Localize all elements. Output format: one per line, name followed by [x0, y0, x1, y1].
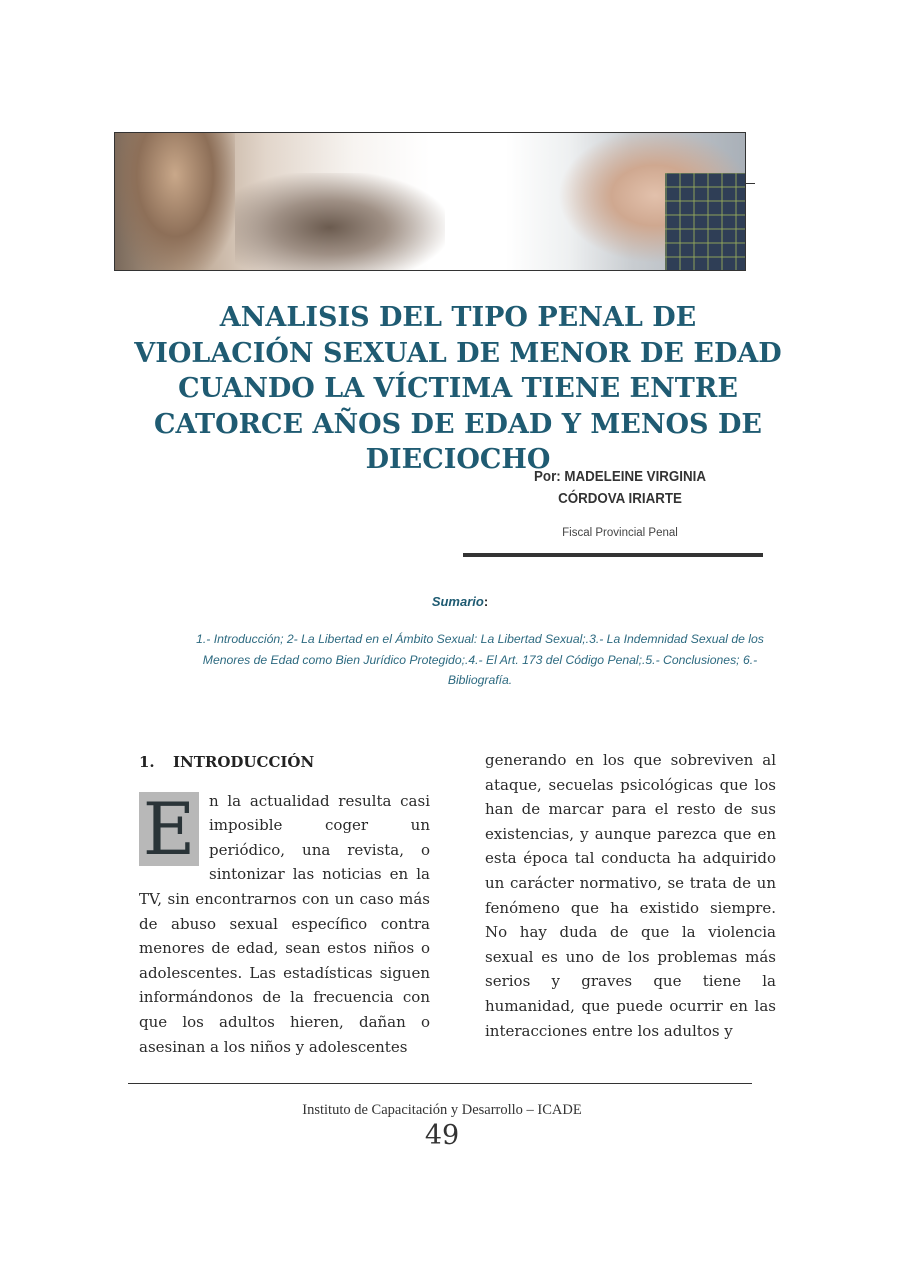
- author-line-2: CÓRDOVA IRIARTE: [558, 491, 682, 507]
- sumario-colon: :: [483, 594, 489, 609]
- author-name: [510, 466, 731, 510]
- article-title: ANALISIS DEL TIPO PENAL DE VIOLACIÓN SEXUAL DE MENOR DE EDAD CUANDO LA VÍCTIMA TIENE ENTRE CATORCE AÑOS DE EDAD Y MENOS DE DIECIOCHO: [134, 302, 782, 475]
- header-banner-image: [114, 132, 746, 271]
- banner-plaid-skirt: [665, 173, 745, 271]
- banner-tick-mark: [746, 183, 755, 184]
- banner-figure-center: [235, 173, 445, 271]
- body-column-right: [485, 748, 776, 1043]
- footer-institution: Instituto de Capacitación y Desarrollo – ICADE: [302, 1102, 582, 1118]
- section-title: INTRODUCCIÓN: [173, 753, 315, 771]
- intro-paragraph-right: generando en los que sobreviven al ataque, secuelas psicológicas que los han de marcar para el resto de sus existencias, y aunque parezca que en esta época tal conducta ha adquirido un carácter normativo, se trata de un fenómeno que ha existido siempre. No hay duda de que la violencia sexual es uno de los problemas más serios y graves que tiene la humanidad, que puede ocurrir en las interacciones entre los adultos y: [485, 751, 776, 1040]
- page-number: 49: [424, 1120, 460, 1151]
- sumario-label: Sumario: [431, 594, 484, 609]
- section-number: 1.: [139, 753, 155, 771]
- banner-figure-left: [115, 133, 235, 271]
- author-role: Fiscal Provincial Penal: [562, 527, 678, 539]
- footer-divider: [128, 1083, 752, 1084]
- sumario-heading: [380, 594, 540, 609]
- author-line-1: Por: MADELEINE VIRGINIA: [534, 469, 706, 485]
- section-heading: [139, 750, 430, 775]
- author-divider: [463, 553, 763, 557]
- dropcap-letter: E: [139, 792, 199, 866]
- sumario-text: 1.- Introducción; 2- La Libertad en el Ámbito Sexual: La Libertad Sexual;.3.- La Indemnidad Sexual de los Menores de Edad como Bien Jurídico Protegido;.4.- El Art. 173 del Código Penal;.5.- Conclusiones; 6.- Bibliografía.: [196, 632, 764, 687]
- body-column-left: [139, 750, 430, 1059]
- intro-paragraph-left: n la actualidad resulta casi imposible coger un periódico, una revista, o sintonizar las noticias en la TV, sin encontrarnos con un caso más de abuso sexual específico contra menores de edad, sean estos niños o adolescentes. Las estadísticas siguen informándonos de la frecuencia con que los adultos hieren, dañan o asesinan a los niños y adolescentes: [139, 791, 430, 1056]
